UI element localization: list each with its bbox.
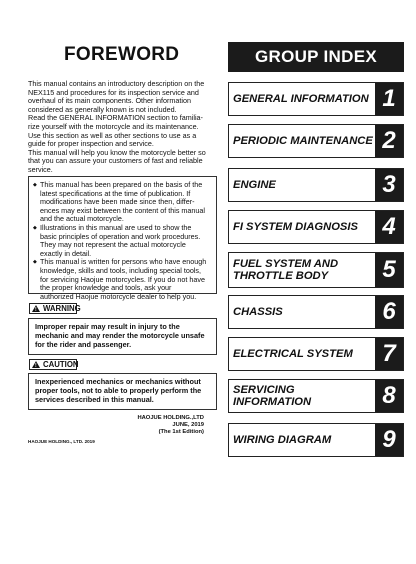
intro-line: This manual contains an introductory description on the	[28, 79, 205, 88]
warning-line: mechanic and may render the motorcycle unsafe	[35, 331, 205, 340]
index-item-label: WIRING DIAGRAM	[233, 433, 332, 446]
index-item-number: 1	[375, 83, 403, 115]
index-item-fi-system-diagnosis[interactable]	[228, 210, 404, 244]
index-item-number: 5	[375, 253, 403, 287]
index-item-label: PERIODIC MAINTENANCE	[233, 134, 373, 147]
publisher: HAOJUE HOLDING.,LTD	[137, 415, 204, 421]
note-line: and the actual motorcycle.	[40, 214, 124, 224]
warning-label-text: WARNING	[43, 304, 81, 313]
warning-line: for the rider and passenger.	[35, 340, 132, 349]
index-item-fuel-system[interactable]	[228, 252, 404, 288]
intro-line: service.	[28, 164, 53, 174]
note-line: exactly in detail.	[40, 248, 92, 258]
caution-label-text: CAUTION	[43, 360, 79, 369]
index-item-number: 2	[375, 125, 403, 157]
index-item-general-information[interactable]	[228, 82, 404, 116]
index-item-number: 3	[375, 169, 403, 201]
warning-line: Improper repair may result in injury to the	[35, 322, 180, 331]
note-line: for servicing Haojue motorcycles. If you do not have	[40, 274, 205, 284]
note-item	[33, 181, 212, 224]
note-line: latest specifications at the time of publication. If	[40, 188, 191, 198]
note-item	[33, 224, 212, 258]
intro-line: This manual will help you know the motorcycle better so	[28, 147, 206, 157]
warning-icon: !	[32, 305, 40, 312]
caution-line: services described in this manual.	[35, 395, 154, 404]
edition: (The 1st Edition)	[158, 429, 204, 435]
index-item-label: ENGINE	[233, 178, 276, 191]
index-item-number: 7	[375, 338, 403, 370]
intro-line: overhaul of its main components. Other information	[28, 96, 191, 106]
note-line: basic principles of operation and work procedures.	[40, 231, 201, 241]
note-line: They may not represent the actual motorcycle	[40, 240, 186, 250]
index-item-wiring-diagram[interactable]	[228, 423, 404, 457]
intro-line: that you can assure your customers of fast and reliable	[28, 156, 203, 166]
index-item-label: CHASSIS	[233, 305, 283, 318]
intro-line: Use this section as well as other sections to use as a	[28, 130, 197, 140]
index-item-chassis[interactable]	[228, 295, 404, 329]
group-index-title: GROUP INDEX	[228, 42, 404, 72]
index-item-number: 6	[375, 296, 403, 328]
index-item-label: GENERAL INFORMATION	[233, 92, 369, 105]
note-item	[33, 258, 212, 301]
caution-line: proper tools, not to able to properly perform the	[35, 386, 202, 395]
note-line: modifications have been made since then, differ-	[40, 197, 195, 207]
foreword-title: FOREWORD	[64, 44, 180, 65]
note-line: knowledge, skills and tools, including special tools,	[40, 265, 202, 275]
warning-box	[28, 318, 217, 355]
note-line: ◆ Illustrations in this manual are used to show the	[40, 222, 192, 232]
index-item-number: 8	[375, 380, 403, 412]
intro-line: Read the GENERAL INFORMATION section to familia-	[28, 113, 203, 123]
index-item-electrical-system[interactable]	[228, 337, 404, 371]
note-line: the proper knowledge and tools, ask your	[40, 283, 172, 293]
index-item-label: ELECTRICAL SYSTEM	[233, 347, 353, 360]
intro-text	[28, 80, 218, 175]
copyright: HAOJUE HOLDING., LTD. 2019	[28, 439, 95, 444]
intro-line: guide for proper inspection and service.	[28, 139, 154, 149]
index-item-label: FUEL SYSTEM AND THROTTLE BODY	[233, 257, 339, 282]
publish-date: JUNE, 2019	[172, 422, 204, 428]
intro-line: NEX115 and procedures for its inspection service and	[28, 87, 199, 97]
note-line: ences may exist between the content of this manual	[40, 205, 206, 215]
index-item-label: SERVICING INFORMATION	[233, 383, 312, 408]
caution-box	[28, 373, 217, 410]
index-item-number: 9	[375, 424, 403, 456]
note-line: authorized Haojue motorcycle dealer to help you.	[40, 291, 197, 301]
index-item-periodic-maintenance[interactable]	[228, 124, 404, 158]
index-item-engine[interactable]	[228, 168, 404, 202]
intro-line: rize yourself with the motorcycle and its maintenance.	[28, 121, 199, 131]
note-line: ◆ This manual has been prepared on the basis of the	[40, 180, 203, 189]
caution-label	[29, 359, 77, 370]
caution-icon: !	[32, 361, 40, 368]
notes-box	[28, 176, 217, 301]
note-line: ◆ This manual is written for persons who have enough	[40, 257, 207, 267]
index-item-number: 4	[375, 211, 403, 243]
index-item-servicing-information[interactable]	[228, 379, 404, 413]
publisher-signature	[137, 415, 204, 436]
index-item-label: FI SYSTEM DIAGNOSIS	[233, 220, 358, 233]
caution-line: Inexperienced mechanics or mechanics without	[35, 377, 201, 386]
intro-line: considered as generally known is not included.	[28, 104, 177, 114]
warning-label	[29, 303, 81, 314]
